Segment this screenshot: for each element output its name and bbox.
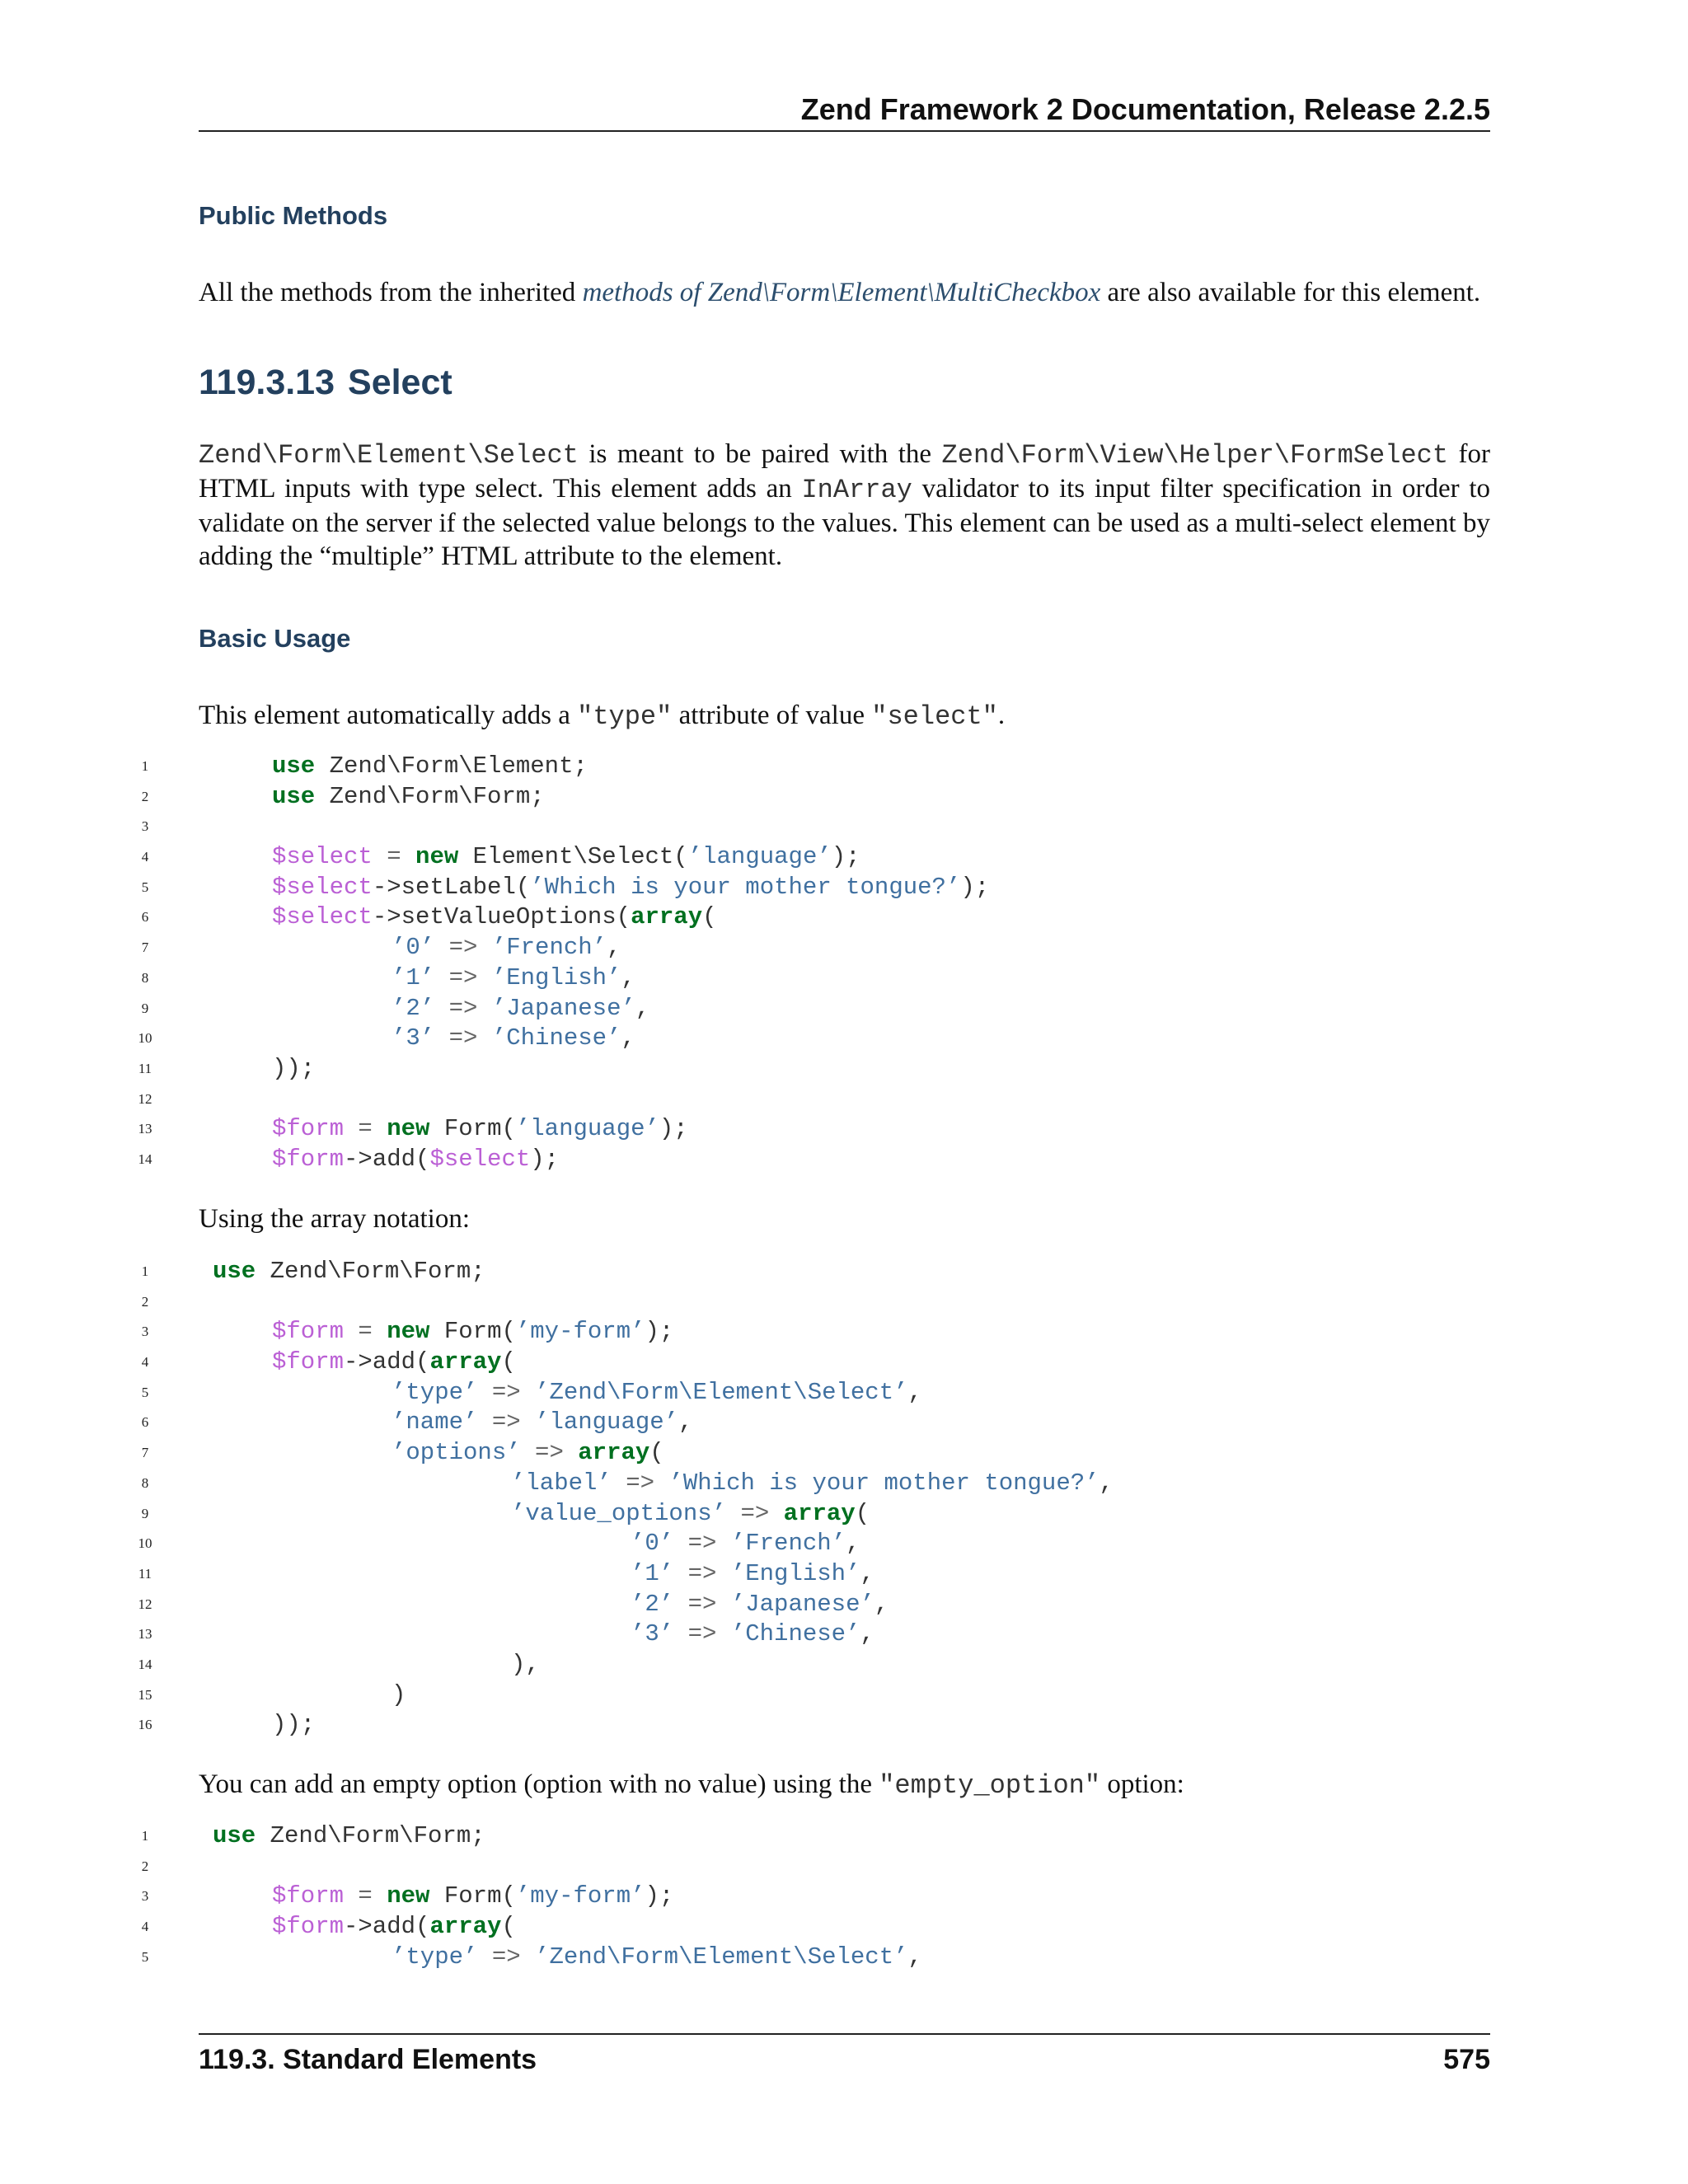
select-intro-paragraph: Zend\Form\Element\Select is meant to be paired with the Zend\Form\View\Helper\FormSelect for HTML inputs with type select. This element adds an InArray validator to its input filter specification in order to validate on the server if the selected value belongs to the values. This element can be used as a multi-select element by adding the “multiple” HTML attribute to the element. bbox=[199, 439, 1490, 571]
code-line: 4 $form->add(array( bbox=[141, 1913, 516, 1941]
public-methods-paragraph: All the methods from the inherited methods of Zend\Form\Element\MultiCheckbox are also available for this element. bbox=[199, 278, 1481, 307]
code-line: 1 use Zend\Form\Form; bbox=[141, 1258, 485, 1285]
code-line: 7 ’0’ => ’French’, bbox=[141, 934, 621, 962]
code-line: 4 $form->add(array( bbox=[141, 1348, 516, 1376]
code-block-basic-usage bbox=[124, 752, 1525, 1175]
code-line: 7 ’options’ => array( bbox=[141, 1439, 664, 1467]
code-line: 16 )); bbox=[138, 1711, 316, 1739]
code-line: 6 ’name’ => ’language’, bbox=[141, 1408, 693, 1436]
code-line: 11 ’1’ => ’English’, bbox=[138, 1559, 874, 1587]
code-line: 3 bbox=[141, 818, 149, 835]
code-line: 14 $form->add($select); bbox=[138, 1145, 560, 1173]
code-line: 13 ’3’ => ’Chinese’, bbox=[138, 1620, 874, 1648]
code-line: 10 ’0’ => ’French’, bbox=[138, 1530, 860, 1558]
running-header-title: Zend Framework 2 Documentation, Release 2.2.5 bbox=[800, 92, 1490, 126]
code-line: 14 ), bbox=[138, 1650, 540, 1678]
code-block-array-notation bbox=[124, 1257, 1525, 1741]
code-line: 12 bbox=[138, 1090, 152, 1107]
code-line: 8 ’label’ => ’Which is your mother tongue?’, bbox=[141, 1469, 1114, 1497]
empty-option-paragraph: You can add an empty option (option with no value) using the "empty_option" option: bbox=[199, 1769, 1184, 1801]
array-notation-paragraph: Using the array notation: bbox=[199, 1204, 471, 1234]
code-line: 11 )); bbox=[138, 1054, 316, 1082]
code-line: 9 ’value_options’ => array( bbox=[141, 1499, 870, 1527]
code-line: 3 $form = new Form(’my-form’); bbox=[141, 1882, 674, 1910]
code-line: 2 bbox=[141, 1858, 149, 1874]
public-methods-heading: Public Methods bbox=[199, 201, 388, 230]
multicheckbox-methods-link[interactable]: methods of Zend\Form\Element\MultiCheckbox bbox=[582, 278, 1101, 307]
code-line: 5 ’type’ => ’Zend\Form\Element\Select’, bbox=[141, 1943, 922, 1971]
section-number: 119.3.13 bbox=[199, 363, 335, 402]
footer-rule bbox=[199, 2033, 1490, 2035]
code-line: 15 ) bbox=[138, 1680, 406, 1708]
code-line: 13 $form = new Form(’language’); bbox=[138, 1115, 688, 1143]
header-rule bbox=[199, 130, 1490, 132]
code-line: 4 $select = new Element\Select(’language’); bbox=[141, 843, 860, 871]
code-line: 2 use Zend\Form\Form; bbox=[141, 782, 545, 810]
code-line: 12 ’2’ => ’Japanese’, bbox=[138, 1590, 889, 1618]
code-line: 2 bbox=[141, 1293, 149, 1310]
code-line: 9 ’2’ => ’Japanese’, bbox=[141, 994, 650, 1022]
code-line: 8 ’1’ => ’English’, bbox=[141, 963, 635, 991]
code-block-empty-option bbox=[124, 1821, 1525, 1972]
code-line: 3 $form = new Form(’my-form’); bbox=[141, 1318, 674, 1346]
basic-usage-heading: Basic Usage bbox=[199, 624, 351, 653]
section-title: Select bbox=[348, 363, 452, 402]
code-line: 5 $select->setLabel(’Which is your mother tongue?’); bbox=[141, 873, 990, 901]
code-line: 1 use Zend\Form\Element; bbox=[141, 752, 588, 780]
section-heading-select bbox=[199, 363, 452, 403]
code-line: 6 $select->setValueOptions(array( bbox=[141, 903, 717, 931]
code-line: 1 use Zend\Form\Form; bbox=[141, 1822, 485, 1849]
basic-usage-paragraph: This element automatically adds a "type" attribute of value "select". bbox=[199, 701, 1006, 732]
code-line: 5 ’type’ => ’Zend\Form\Element\Select’, bbox=[141, 1378, 922, 1406]
footer-section-title: 119.3. Standard Elements bbox=[199, 2044, 537, 2075]
footer-page-number: 575 bbox=[1443, 2044, 1490, 2075]
code-line: 10 ’3’ => ’Chinese’, bbox=[138, 1024, 635, 1052]
